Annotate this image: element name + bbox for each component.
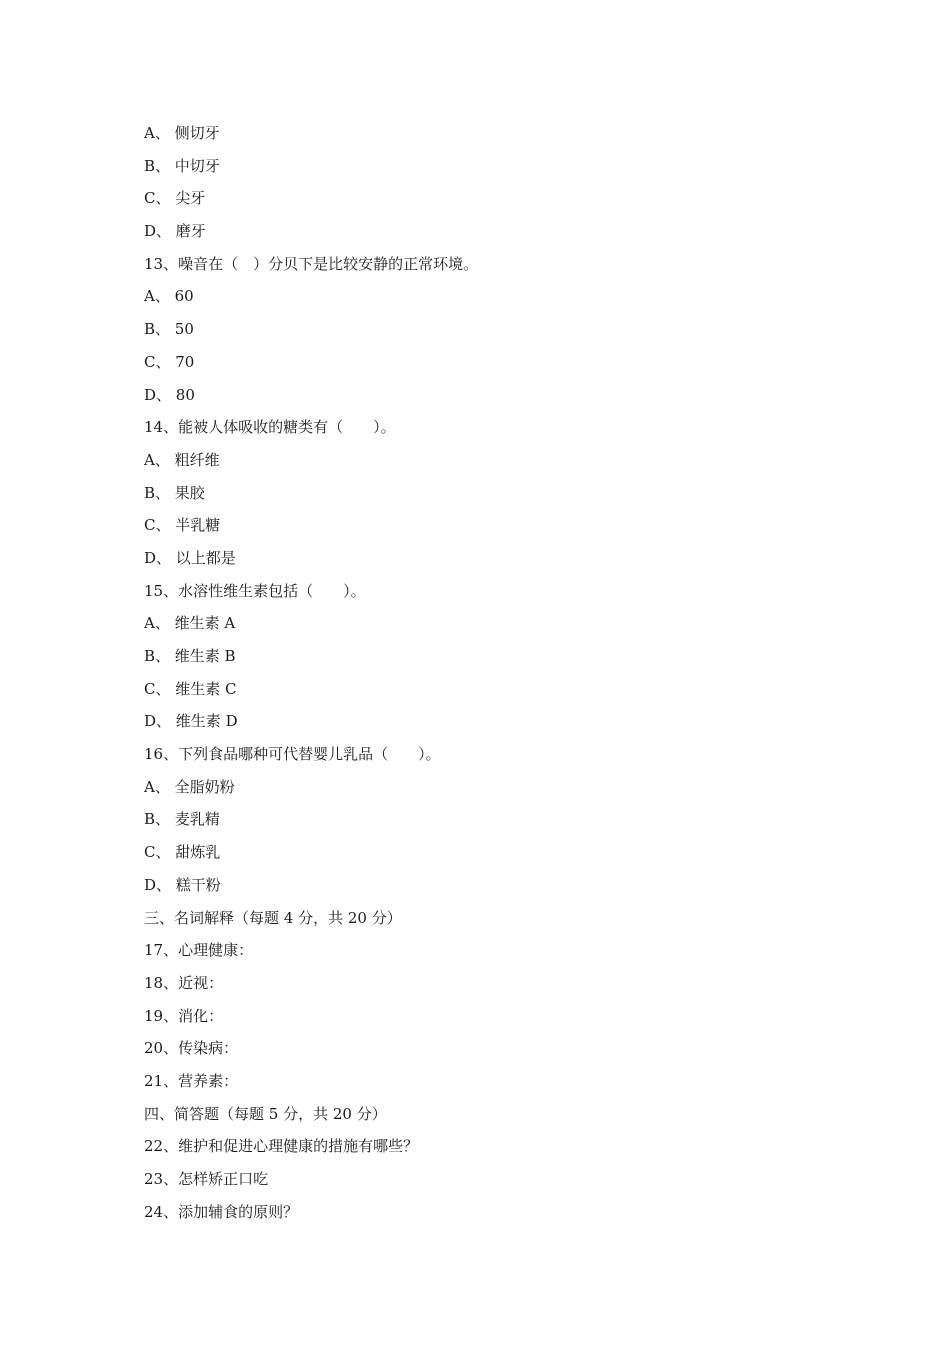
option-b-q14: B、 果胶 — [144, 483, 205, 502]
question-21: 21、营养素： — [144, 1071, 239, 1090]
question-18: 18、近视： — [144, 973, 224, 992]
question-17: 17、心理健康： — [144, 941, 254, 960]
option-a-q15: A、 维生素 A — [144, 614, 236, 633]
option-c-q14: C、 半乳糖 — [144, 516, 221, 535]
option-a-q13: A、 60 — [144, 287, 194, 306]
option-d-q12: D、 磨牙 — [144, 222, 206, 241]
option-c-q15: C、 维生素 C — [144, 679, 237, 698]
question-20: 20、传染病： — [144, 1039, 239, 1058]
option-a-q14: A、 粗纤维 — [144, 450, 220, 469]
section-heading-4: 四、简答题（每题 5 分，共 20 分） — [144, 1104, 387, 1123]
section-heading-3: 三、名词解释（每题 4 分，共 20 分） — [144, 908, 402, 927]
option-c-q16: C、 甜炼乳 — [144, 843, 221, 862]
option-d-q13: D、 80 — [144, 385, 195, 404]
question-16: 16、下列食品哪种可代替婴儿乳品（ ）。 — [144, 745, 441, 764]
option-b-q12: B、 中切牙 — [144, 156, 220, 175]
exam-content — [144, 117, 844, 1228]
question-15: 15、水溶性维生素包括（ ）。 — [144, 581, 366, 600]
option-c-q13: C、 70 — [144, 352, 195, 371]
option-a-q12: A、 侧切牙 — [144, 124, 220, 142]
question-24: 24、添加辅食的原则？ — [144, 1202, 299, 1221]
question-14: 14、能被人体吸收的糖类有（ ）。 — [144, 418, 396, 437]
option-d-q16: D、 糕干粉 — [144, 875, 221, 894]
option-b-q15: B、 维生素 B — [144, 647, 236, 665]
option-a-q16: A、 全脂奶粉 — [144, 777, 235, 796]
option-d-q14: D、 以上都是 — [144, 548, 236, 567]
question-22: 22、维护和促进心理健康的措施有哪些？ — [144, 1137, 419, 1156]
option-c-q12: C、 尖牙 — [144, 189, 206, 208]
question-13: 13、噪音在（ ）分贝下是比较安静的正常环境。 — [144, 254, 479, 273]
option-d-q15: D、 维生素 D — [144, 712, 238, 731]
option-b-q13: B、 50 — [144, 320, 194, 339]
question-23: 23、怎样矫正口吃 — [144, 1170, 269, 1188]
question-19: 19、消化： — [144, 1006, 224, 1025]
option-b-q16: B、 麦乳精 — [144, 810, 220, 829]
